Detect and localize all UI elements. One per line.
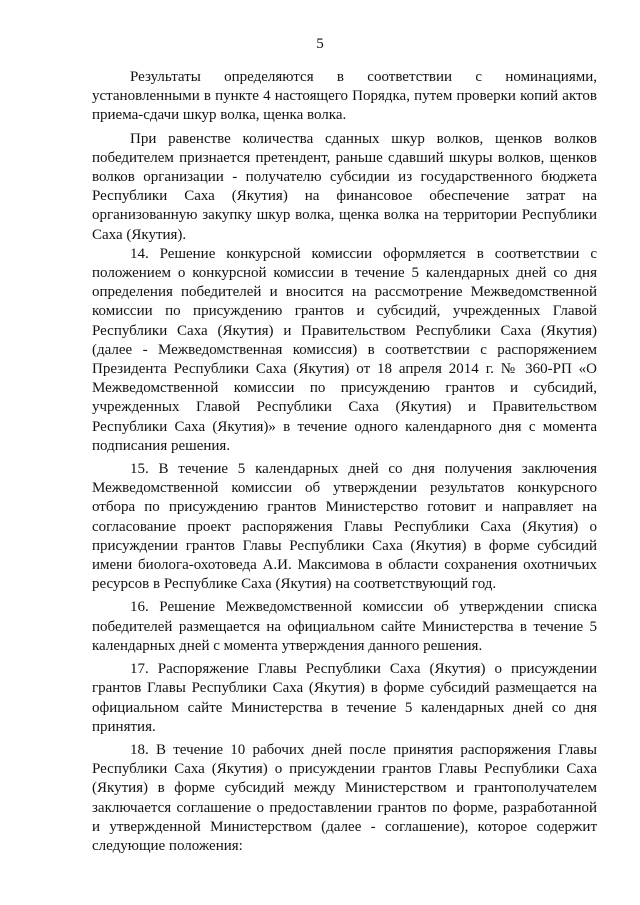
paragraph-item-15: 15. В течение 5 календарных дней со дня получения заключения Межведомственной комиссии об утверждении результатов конкурсного отбора по присуждению грантов Министерство готовит и направляет на согласование проект распоряжения Главы Республики Саха (Якутия) о присуждении грантов Главы Республики Саха (Якутия) в форме субсидий имени биолога-охотоведа А.И. Максимова в области сохранения охотничьих ресурсов в Республике Саха (Якутия) на соответствующий год. xyxy=(92,461,597,593)
document-body xyxy=(92,0,597,856)
paragraph-item-14: 14. Решение конкурсной комиссии оформляется в соответствии с положением о конкурсной комиссии в течение 5 календарных дней со дня определения победителей и вносится на рассмотрение Межведомственной комиссии по присуждению грантов и субсидий, учрежденных Главой Республики Саха (Якутия) и Правительством Республики Саха (Якутия) (далее - Межведомственная комиссия) в соответствии с распоряжением Президента Республики Саха (Якутия) от 18 апреля 2014 г. № 360-РП «О Межведомственной комиссии по присуждению грантов и субсидий, учрежденных Главой Республики Саха (Якутия) и Правительством Республики Саха (Якутия)» в течение одного календарного дня с момента подписания решения. xyxy=(92,245,597,454)
page-number: 5 xyxy=(316,36,324,52)
paragraph-item-16: 16. Решение Межведомственной комиссии об утверждении списка победителей размещается на официальном сайте Министерства в течение 5 календарных дней с момента утверждения данного решения. xyxy=(92,599,597,654)
paragraph-results: Результаты определяются в соответствии с номинациями, установленными в пункте 4 настоящего Порядка, путем проверки копий актов приема-сдачи шкур волка, щенка волка. xyxy=(92,69,597,124)
paragraph-item-17: 17. Распоряжение Главы Республики Саха (Якутия) о присуждении грантов Главы Республики Саха (Якутия) в форме субсидий размещается на официальном сайте Министерства в течение 5 календарных дней со дня принятия. xyxy=(92,661,597,735)
paragraph-equal-count: При равенстве количества сданных шкур волков, щенков волков победителем признается претендент, раньше сдавший шкуры волков, щенков волков организации - получателю субсидии из государственного бюджета Республики Саха (Якутия) на финансовое обеспечение затрат на организованную закупку шкур волка, щенка волка на территории Республики Саха (Якутия). xyxy=(92,130,597,243)
paragraph-item-18: 18. В течение 10 рабочих дней после принятия распоряжения Главы Республики Саха (Якутия) о присуждении грантов Главы Республики Саха (Якутия) в форме субсидий между Министерством и грантополучателем заключается соглашение о предоставлении грантов по форме, разработанной и утвержденной Министерством (далее - соглашение), которое содержит следующие положения: xyxy=(92,741,597,854)
